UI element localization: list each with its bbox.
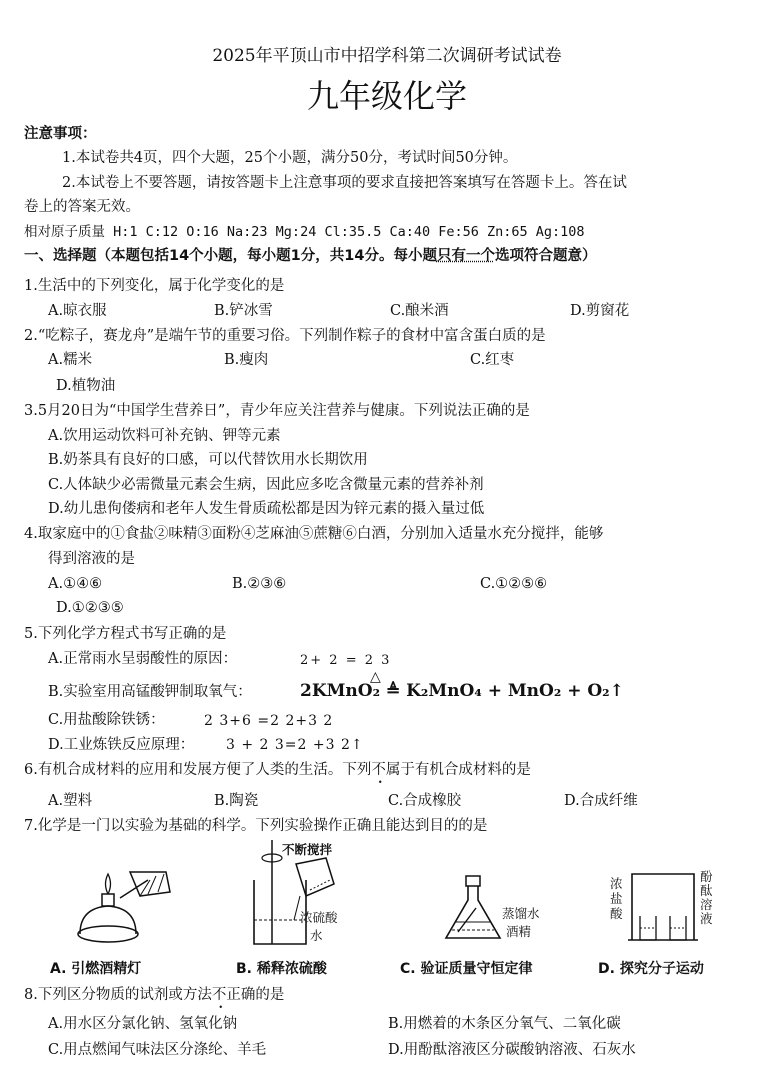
atomic-mass-line: 相对原子质量 H:1 C:12 O:16 Na:23 Mg:24 Cl:35.5 Ca:40 Fe:56 Zn:65 Ag:108 <box>24 224 585 240</box>
figure-b-stir-label: 不断搅拌 <box>282 842 333 857</box>
figure-d-phenolphthalein-label: 酚 酞 溶 液 <box>700 869 713 926</box>
q6-option-a: A.塑料 <box>48 793 93 809</box>
q8-stem <box>24 985 284 1005</box>
q8-stem-b: 正确的是 <box>226 987 285 1003</box>
exam-title: 2025年平顶山市中招学科第二次调研考试试卷 <box>212 46 562 66</box>
q2-option-c: C.红枣 <box>470 352 515 368</box>
section-1-suffix: 选项符合题意） <box>494 248 597 264</box>
q8-option-d: D.用酚酞溶液区分碳酸钠溶液、石灰水 <box>388 1042 636 1058</box>
q6-stem <box>24 760 531 780</box>
q3-option-c: C.人体缺少必需微量元素会生病，因此应多吃含微量元素的营养补剂 <box>48 477 484 493</box>
q7-caption-d: D. 探究分子运动 <box>598 961 704 977</box>
q3-stem: 3.5月20日为“中国学生营养日”，青少年应关注营养与健康。下列说法正确的是 <box>24 403 530 419</box>
section-1-prefix: 一、选择题（本题包括14个小题，每小题1分，共14分。每小题 <box>24 248 437 264</box>
q3-option-a: A.饮用运动饮料可补充钠、钾等元素 <box>48 428 281 444</box>
q3-option-b: B.奶茶具有良好的口感，可以代替饮用水长期饮用 <box>48 452 368 468</box>
q7-caption-b: B. 稀释浓硫酸 <box>236 961 327 977</box>
q6-stem-emphasis: 不 <box>371 762 386 778</box>
q8-option-b: B.用燃着的木条区分氧气、二氧化碳 <box>388 1016 621 1032</box>
q6-option-d: D.合成纤维 <box>564 793 638 809</box>
q5-stem: 5.下列化学方程式书写正确的是 <box>24 626 227 642</box>
q6-stem-a: 6.有机合成材料的应用和发展方便了人类的生活。下列 <box>24 762 372 778</box>
q1-stem: 1.生活中的下列变化，属于化学变化的是 <box>24 278 285 294</box>
q2-stem: 2.“吃粽子，赛龙舟”是端午节的重要习俗。下列制作粽子的食材中富含蛋白质的是 <box>24 328 546 344</box>
q5-option-d-equation: 3 + 2 3=2 +3 2↑ <box>226 737 364 753</box>
q8-option-c: C.用点燃闻气味法区分涤纶、羊毛 <box>48 1042 267 1058</box>
q7-stem: 7.化学是一门以实验为基础的科学。下列实验操作正确且能达到目的的是 <box>24 818 488 834</box>
q7-caption-a: A. 引燃酒精灯 <box>50 961 142 977</box>
q5-option-b: B.实验室用高锰酸钾制取氧气： <box>48 684 252 700</box>
notice-item-2b: 卷上的答案无效。 <box>24 199 140 215</box>
q5-option-a: A.正常雨水呈弱酸性的原因： <box>48 651 238 667</box>
figure-b-water-label: 水 <box>310 928 323 943</box>
figure-c-alcohol-label: 酒精 <box>506 924 532 939</box>
q5-option-b-condition: △ <box>370 669 381 685</box>
figure-b-acid-label: 浓硫酸 <box>300 910 338 925</box>
q2-option-a: A.糯米 <box>48 352 93 368</box>
q4-option-b: B.②③⑥ <box>232 576 287 592</box>
q8-stem-emphasis: 不 <box>211 987 227 1003</box>
q5-option-d: D.工业炼铁反应原理： <box>48 737 195 753</box>
q5-option-a-equation: 2+ 2 = 2 3 <box>300 653 392 668</box>
q5-option-c: C.用盐酸除铁锈： <box>48 712 165 728</box>
figure-c-water-label: 蒸馏水 <box>502 906 540 921</box>
q1-option-d: D.剪窗花 <box>570 303 630 319</box>
notice-item-2a: 2.本试卷上不要答题，请按答题卡上注意事项的要求直接把答案填写在答题卡上。答在试 <box>62 175 627 191</box>
figure-a-alcohol-lamp <box>70 858 180 948</box>
section-1-emphasis: 只有一个 <box>436 248 495 264</box>
q8-option-a: A.用水区分氯化钠、氢氧化钠 <box>48 1016 238 1032</box>
q2-option-b: B.瘦肉 <box>224 352 269 368</box>
q4-stem-line-1: 4.取家庭中的①食盐②味精③面粉④芝麻油⑤蔗糖⑥白酒，分别加入适量水充分搅拌，能够 <box>24 526 604 542</box>
q1-option-b: B.铲冰雪 <box>214 303 273 319</box>
q4-stem-line-2: 得到溶液的是 <box>48 551 135 567</box>
q2-option-d: D.植物油 <box>56 378 116 394</box>
notice-item-1: 1.本试卷共4页，四个大题，25个小题，满分50分，考试时间50分钟。 <box>62 150 518 166</box>
q5-option-b-equation: 2KMnO₂ ≜ K₂MnO₄ + MnO₂ + O₂↑ <box>300 681 624 701</box>
notice-heading: 注意事项： <box>24 126 97 142</box>
q3-option-d: D.幼儿患佝偻病和老年人发生骨质疏松都是因为锌元素的摄入量过低 <box>48 501 485 517</box>
subject-title: 九年级化学 <box>306 77 467 115</box>
q6-option-b: B.陶瓷 <box>214 793 259 809</box>
figure-d-hcl-label: 浓 盐 酸 <box>610 876 623 921</box>
section-1-heading <box>24 246 596 266</box>
q4-option-d: D.①②③⑤ <box>56 600 124 616</box>
q7-caption-c: C. 验证质量守恒定律 <box>400 961 533 977</box>
figure-c-flask <box>440 872 510 952</box>
q6-option-c: C.合成橡胶 <box>388 793 462 809</box>
q5-option-c-equation: 2 3+6 =2 2+3 2 <box>204 713 334 729</box>
q6-stem-b: 属于有机合成材料的是 <box>385 762 531 778</box>
q8-stem-a: 8.下列区分物质的试剂或方法 <box>24 987 212 1003</box>
q4-option-c: C.①②⑤⑥ <box>480 576 548 592</box>
q1-option-c: C.酿米酒 <box>390 303 449 319</box>
figure-d-bell-jar <box>628 870 700 944</box>
q4-option-a: A.①④⑥ <box>48 576 103 592</box>
q1-option-a: A.晾衣服 <box>48 303 107 319</box>
